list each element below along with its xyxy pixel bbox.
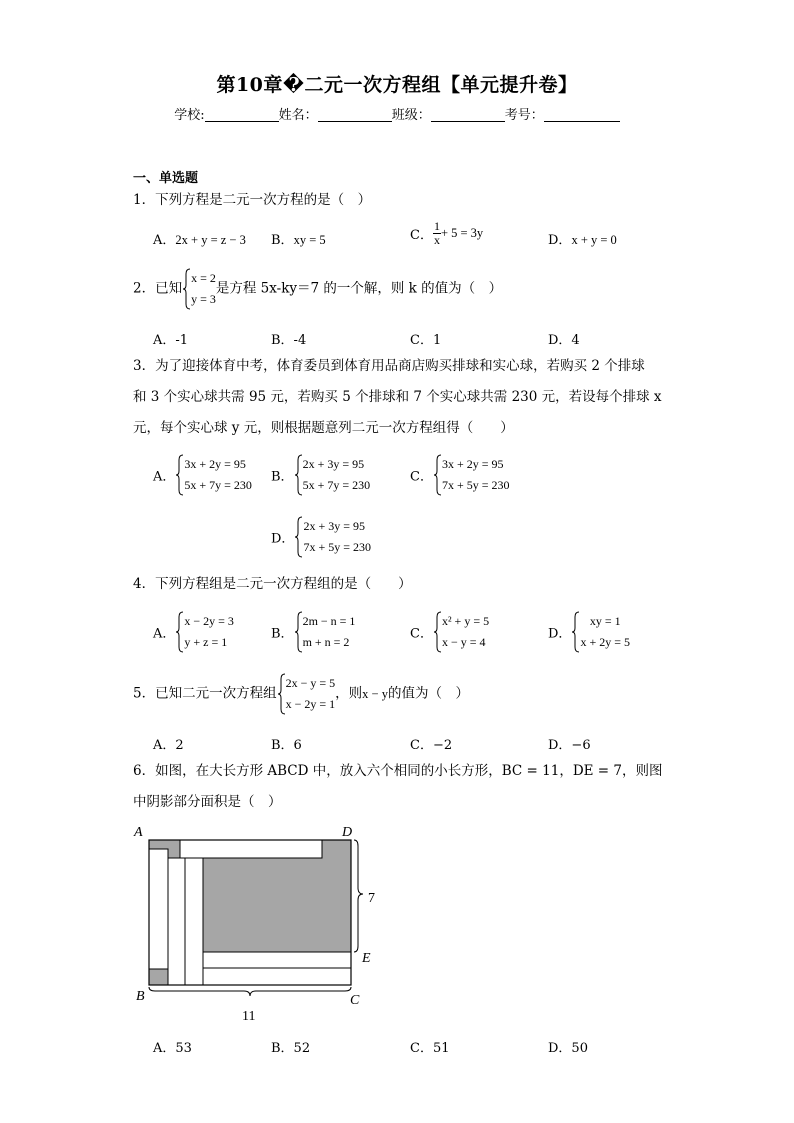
q1-option-c[interactable]: C． $\frac{1}{x}$ + 5 = 3y [410,219,484,247]
q4-option-c[interactable]: C． x² + y = 5 x − y = 4 [410,611,489,653]
q6-option-a[interactable]: A．53 [153,1041,192,1056]
question-2-text: 2．已知 x = 2 y = 3 是方程 5x-ky＝7 的一个解，则 k 的值为（ ） [133,268,502,310]
q3-option-a[interactable]: A． 3x + 2y = 95 5x + 7y = 230 [153,454,252,496]
q5-option-d[interactable]: D．−6 [548,738,591,753]
small-rect-horizontal-3 [203,968,351,985]
q2-option-d[interactable]: D．4 [548,333,580,348]
shaded-main [203,858,351,952]
small-rect-horizontal-2 [203,952,351,968]
question-6-line-1: 6．如图，在大长方形 ABCD 中，放入六个相同的小长方形，BC = 11，DE = 7，则图 [133,763,663,779]
q2-option-a[interactable]: A．-1 [153,333,189,348]
label-b: B [136,989,145,1004]
question-5-text: 5．已知二元一次方程组 2x − y = 5 x − 2y = 1 ，则x − y的值为（ ） [133,673,469,715]
label-c: C [350,993,360,1008]
name-label: 姓名： [278,108,318,123]
bottom-brace [149,987,351,996]
school-label: 学校: [174,108,205,123]
small-rect-horizontal-top [180,840,322,858]
q3-option-d[interactable]: D． 2x + 3y = 95 7x + 5y = 230 [271,516,371,558]
q5-option-b[interactable]: B．6 [271,738,302,753]
q4-option-b[interactable]: B． 2m − n = 1 m + n = 2 [271,611,355,653]
class-label: 班级： [391,108,431,123]
q4-option-a[interactable]: A． x − 2y = 3 y + z = 1 [153,611,234,653]
shaded-corner [149,969,168,985]
label-7: 7 [368,891,375,906]
q5-option-a[interactable]: A．2 [153,738,184,753]
small-rect-vertical-1 [149,849,168,969]
question-6-line-2: 中阴影部分面积是（ ） [133,794,282,810]
small-rect-vertical-3 [185,858,203,985]
q6-option-d[interactable]: D．50 [548,1041,588,1056]
q2-option-b[interactable]: B．-4 [271,333,307,348]
section-title: 一、单选题 [133,171,199,186]
label-a: A [134,825,143,840]
number-field[interactable] [544,107,620,122]
equation-system: x = 2 y = 3 [182,268,216,310]
q2-option-c[interactable]: C．1 [410,333,442,348]
question-3-line-2: 和 3 个实心球共需 95 元，若购买 5 个排球和 7 个实心球共需 230 元，若设每个排球 x [133,389,662,405]
q5-option-c[interactable]: C．−2 [410,738,453,753]
class-field[interactable] [431,107,505,122]
question-1-text: 1．下列方程是二元一次方程的是（ ） [133,192,372,208]
right-brace [354,840,363,952]
school-field[interactable] [205,107,279,122]
q6-option-b[interactable]: B．52 [271,1041,311,1056]
question-3-line-3: 元，每个实心球 y 元，则根据题意列二元一次方程组得（ ） [133,420,514,436]
q3-option-b[interactable]: B． 2x + 3y = 95 5x + 7y = 230 [271,454,370,496]
label-e: E [362,951,371,966]
question-3-line-1: 3．为了迎接体育中考，体育委员到体育用品商店购买排球和实心球，若购买 2 个排球 [133,358,645,374]
q1-option-b[interactable]: B．xy = 5 [271,233,326,248]
label-11: 11 [242,1009,256,1024]
equation-system: 2x − y = 5 x − 2y = 1 [277,673,336,715]
label-d: D [342,825,353,840]
student-info-line [0,104,794,123]
question-4-text: 4．下列方程组是二元一次方程组的是（ ） [133,576,412,592]
number-label: 考号： [504,108,544,123]
q6-option-c[interactable]: C．51 [410,1041,450,1056]
page-title: 第10章�二元一次方程组【单元提升卷】 [216,74,578,96]
fraction: $\frac{1}{x}$ [433,219,440,247]
q3-option-c[interactable]: C． 3x + 2y = 95 7x + 5y = 230 [410,454,510,496]
q1-option-a[interactable]: A．2x + y = z − 3 [153,233,246,248]
small-rect-vertical-2 [168,858,185,985]
name-field[interactable] [318,107,392,122]
q4-option-d[interactable]: D． xy = 1 x + 2y = 5 [548,611,630,653]
q1-option-d[interactable]: D．x + y = 0 [548,233,617,248]
rectangle-figure [128,818,388,1028]
